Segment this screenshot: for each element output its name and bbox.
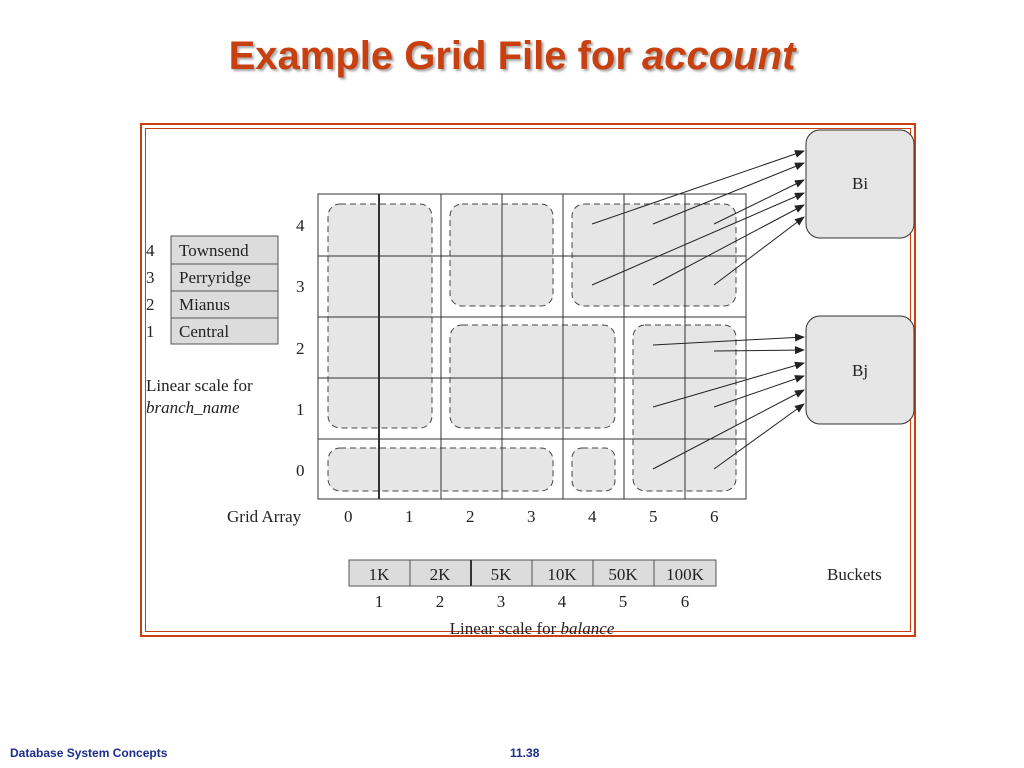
grid-row-label: 1 xyxy=(296,400,305,419)
branch-index: 1 xyxy=(146,322,155,341)
branch-scale-caption-italic: branch_name xyxy=(146,398,240,417)
grid-row-label: 2 xyxy=(296,339,305,358)
grid-row-label: 0 xyxy=(296,461,305,480)
balance-value: 10K xyxy=(547,565,577,584)
balance-index: 3 xyxy=(496,592,506,611)
grid-col-label: 6 xyxy=(710,507,719,526)
balance-scale-caption xyxy=(450,619,615,638)
grid-col-labels xyxy=(227,507,719,526)
branch-value: Perryridge xyxy=(179,268,251,287)
branch-scale-table xyxy=(146,236,278,417)
grid-row-label: 4 xyxy=(296,216,305,235)
balance-index: 5 xyxy=(618,592,628,611)
footer-page-number: 11.38 xyxy=(510,746,540,760)
grid-col-label: 3 xyxy=(527,507,536,526)
bucket-region xyxy=(572,204,736,306)
balance-index: 6 xyxy=(680,592,690,611)
balance-index: 1 xyxy=(374,592,384,611)
branch-index: 3 xyxy=(146,268,155,287)
grid-col-label: 1 xyxy=(405,507,414,526)
balance-value: 50K xyxy=(608,565,638,584)
branch-index: 4 xyxy=(146,241,155,260)
bucket-pointer-arrow xyxy=(714,180,804,224)
branch-value: Mianus xyxy=(179,295,230,314)
balance-caption-prefix: Linear scale for xyxy=(449,619,561,638)
branch-index: 2 xyxy=(146,295,155,314)
branch-value: Central xyxy=(179,322,230,341)
branch-scale-caption: Linear scale for xyxy=(146,376,253,395)
grid-array-caption: Grid Array xyxy=(227,507,302,526)
grid-row-label: 3 xyxy=(296,277,305,296)
bucket-boxes xyxy=(806,130,914,584)
grid-col-label: 5 xyxy=(649,507,658,526)
bucket-region xyxy=(450,325,615,428)
grid-col-label: 2 xyxy=(466,507,475,526)
balance-index: 4 xyxy=(557,592,567,611)
grid-col-label: 0 xyxy=(344,507,353,526)
buckets-caption: Buckets xyxy=(827,565,882,584)
footer-course-name: Database System Concepts xyxy=(10,746,168,760)
grid-row-labels xyxy=(296,216,305,480)
bucket-regions xyxy=(328,204,736,491)
balance-index: 2 xyxy=(435,592,445,611)
balance-scale-table xyxy=(349,560,716,638)
balance-value: 1K xyxy=(368,565,390,584)
bucket-bj-label: Bj xyxy=(852,361,869,380)
balance-caption-italic: balance xyxy=(560,619,615,638)
bucket-bi-label: Bi xyxy=(852,174,869,193)
balance-value: 5K xyxy=(490,565,512,584)
branch-value: Townsend xyxy=(179,241,249,260)
bucket-region xyxy=(572,448,615,491)
balance-value: 100K xyxy=(666,565,704,584)
grid-col-label: 4 xyxy=(588,507,597,526)
title-main: Example Grid File for xyxy=(228,34,643,78)
title-italic: account xyxy=(642,34,796,78)
balance-value: 2K xyxy=(429,565,451,584)
